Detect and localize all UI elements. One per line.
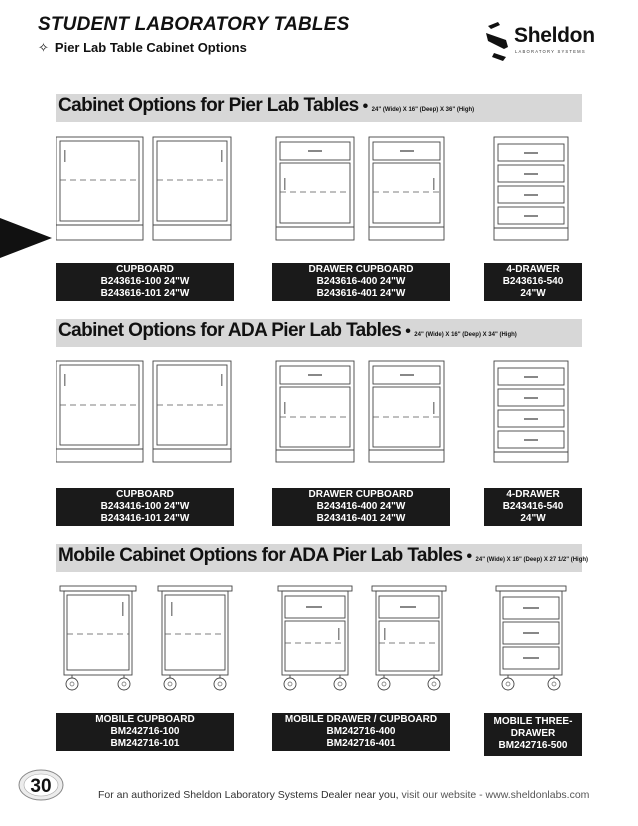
mobile-cupboard-left-drawing xyxy=(60,586,136,690)
page-tab-arrow-icon xyxy=(0,218,52,258)
mobile-cupboard-right-drawing xyxy=(158,586,232,690)
ada-drawer-cupboard-right-drawing xyxy=(369,361,444,462)
section-1-separator: • xyxy=(362,98,368,115)
page-title: STUDENT LABORATORY TABLES xyxy=(38,14,350,35)
drawer-cupboard-right-drawing xyxy=(369,137,444,240)
label-ada-cupboard: CUPBOARD B243416-100 24"W B243416-101 24"W xyxy=(56,488,234,526)
page-subtitle xyxy=(38,40,247,56)
footer-text-dealer: For an authorized Sheldon Laboratory Systems Dealer near you, xyxy=(98,789,399,801)
section-1-drawings xyxy=(56,134,582,244)
section-2-header xyxy=(56,319,582,347)
cupboard-left-hinge-drawing xyxy=(56,137,143,240)
mobile-drawer-cupboard-left-drawing xyxy=(278,586,352,690)
section-3-header xyxy=(56,544,589,572)
label-drawer-cupboard: DRAWER CUPBOARD B243616-400 24"W B243616-401 24"W xyxy=(272,263,450,301)
cupboard-right-hinge-drawing xyxy=(153,137,231,240)
section-3-separator: • xyxy=(466,548,472,565)
section-2-drawings xyxy=(56,358,582,466)
section-1-title: Cabinet Options for Pier Lab Tables xyxy=(58,95,359,116)
ada-cupboard-left-hinge-drawing xyxy=(56,361,143,462)
logo-wordmark: Sheldon xyxy=(514,24,595,47)
section-1-header xyxy=(56,94,582,122)
label-ada-drawer-cupboard: DRAWER CUPBOARD B243416-400 24"W B243416-401 24"W xyxy=(272,488,450,526)
label-mobile-cupboard: MOBILE CUPBOARD BM242716-100 BM242716-101 xyxy=(56,713,234,751)
section-2-separator: • xyxy=(405,323,411,340)
label-cupboard: CUPBOARD B243616-100 24"W B243616-101 24"W xyxy=(56,263,234,301)
ada-drawer-cupboard-left-drawing xyxy=(276,361,354,462)
label-mobile-three-drawer: MOBILE THREE- DRAWER BM242716-500 xyxy=(484,713,582,756)
subtitle-text: Pier Lab Table Cabinet Options xyxy=(54,40,247,55)
page-number: 30 xyxy=(30,776,52,797)
page-number-badge xyxy=(16,768,66,804)
section-1-dimensions: 24" (Wide) X 16" (Deep) X 36" (High) xyxy=(371,107,475,113)
sheldon-logo xyxy=(484,20,608,62)
section-3-dimensions: 24" (Wide) X 16" (Deep) X 27 1/2" (High) xyxy=(475,557,589,563)
footer-website-link[interactable]: visit our website - www.sheldonlabs.com xyxy=(398,789,590,801)
section-2-dimensions: 24" (Wide) X 16" (Deep) X 34" (High) xyxy=(414,332,517,338)
section-3-title: Mobile Cabinet Options for ADA Pier Lab Tables xyxy=(58,545,463,566)
section-3-drawings xyxy=(56,584,582,696)
ada-four-drawer-drawing xyxy=(494,361,568,462)
mobile-three-drawer-drawing xyxy=(496,586,566,690)
four-drawer-drawing xyxy=(494,137,568,240)
sheldon-s-mark-icon xyxy=(484,20,514,62)
section-2-title: Cabinet Options for ADA Pier Lab Tables xyxy=(58,320,402,341)
ada-cupboard-right-hinge-drawing xyxy=(153,361,231,462)
label-ada-four-drawer: 4-DRAWER B243416-540 24"W xyxy=(484,488,582,526)
drawer-cupboard-left-drawing xyxy=(276,137,354,240)
label-four-drawer: 4-DRAWER B243616-540 24"W xyxy=(484,263,582,301)
logo-tagline: LABORATORY SYSTEMS xyxy=(515,49,586,54)
label-mobile-drawer-cupboard: MOBILE DRAWER / CUPBOARD BM242716-400 BM242716-401 xyxy=(272,713,450,751)
footer-text xyxy=(98,789,589,801)
mobile-drawer-cupboard-right-drawing xyxy=(372,586,446,690)
diamond-bullet-icon: ✧ xyxy=(38,40,49,55)
